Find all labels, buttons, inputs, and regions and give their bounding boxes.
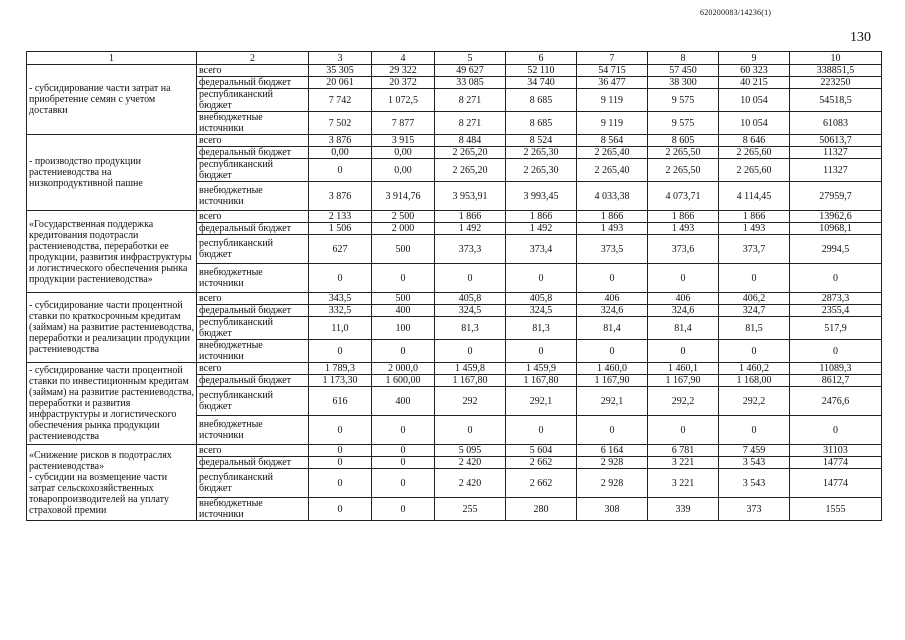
value-cell: 8 685 [506, 112, 577, 135]
value-cell: 3 221 [648, 457, 719, 469]
value-cell: 373 [719, 498, 790, 521]
value-cell: 1 493 [577, 223, 648, 235]
value-cell: 0 [719, 340, 790, 363]
value-cell: 339 [648, 498, 719, 521]
value-cell: 9 119 [577, 89, 648, 112]
value-cell: 29 322 [372, 65, 435, 77]
value-cell: 324,6 [577, 305, 648, 317]
column-header: 10 [790, 52, 882, 65]
value-cell: 0 [577, 340, 648, 363]
value-cell: 1 167,80 [435, 375, 506, 387]
value-cell: 6 164 [577, 445, 648, 457]
value-cell: 7 742 [309, 89, 372, 112]
value-cell: 2 000,0 [372, 363, 435, 375]
value-cell: 0,00 [309, 147, 372, 159]
value-cell: 292,1 [506, 387, 577, 416]
value-cell: 4 114,45 [719, 182, 790, 211]
value-cell: 0 [790, 340, 882, 363]
funding-source: федеральный бюджет [197, 77, 309, 89]
value-cell: 2 265,20 [435, 159, 506, 182]
value-cell: 2 265,30 [506, 159, 577, 182]
measure-description: - субсидирование части процентной ставки по инвестиционным кредитам (займам) на развитие растениеводства, переработки и развития инфраструктуры и логистического обеспечения рынка продукции растениеводства [27, 363, 197, 445]
value-cell: 1 506 [309, 223, 372, 235]
value-cell: 4 073,71 [648, 182, 719, 211]
measure-description: - субсидирование части затрат на приобретение семян с учетом доставки [27, 65, 197, 135]
value-cell: 0 [435, 416, 506, 445]
value-cell: 8 524 [506, 135, 577, 147]
value-cell: 2476,6 [790, 387, 882, 416]
value-cell: 324,7 [719, 305, 790, 317]
value-cell: 1 866 [435, 211, 506, 223]
value-cell: 14774 [790, 469, 882, 498]
value-cell: 1 866 [506, 211, 577, 223]
value-cell: 40 215 [719, 77, 790, 89]
value-cell: 1 168,00 [719, 375, 790, 387]
value-cell: 20 061 [309, 77, 372, 89]
column-header: 3 [309, 52, 372, 65]
value-cell: 2 265,60 [719, 147, 790, 159]
value-cell: 10 054 [719, 112, 790, 135]
value-cell: 3 914,76 [372, 182, 435, 211]
table-row [27, 363, 882, 375]
value-cell: 406 [577, 293, 648, 305]
value-cell: 308 [577, 498, 648, 521]
value-cell: 0 [309, 416, 372, 445]
value-cell: 20 372 [372, 77, 435, 89]
value-cell: 3 876 [309, 182, 372, 211]
table-row [27, 445, 882, 457]
table-row [27, 293, 882, 305]
value-cell: 0 [309, 340, 372, 363]
value-cell: 1 167,90 [648, 375, 719, 387]
value-cell: 14774 [790, 457, 882, 469]
value-cell: 0 [372, 498, 435, 521]
funding-source: федеральный бюджет [197, 375, 309, 387]
column-header: 5 [435, 52, 506, 65]
value-cell: 373,7 [719, 235, 790, 264]
value-cell: 7 502 [309, 112, 372, 135]
column-header: 7 [577, 52, 648, 65]
value-cell: 8 605 [648, 135, 719, 147]
document-code: 620200083/14236(1) [700, 8, 772, 17]
funding-source: внебюджетные источники [197, 498, 309, 521]
value-cell: 8 484 [435, 135, 506, 147]
value-cell: 11327 [790, 159, 882, 182]
value-cell: 0 [309, 445, 372, 457]
value-cell: 81,3 [435, 317, 506, 340]
value-cell: 31103 [790, 445, 882, 457]
value-cell: 1 600,00 [372, 375, 435, 387]
value-cell: 57 450 [648, 65, 719, 77]
funding-source: республиканский бюджет [197, 469, 309, 498]
value-cell: 7 877 [372, 112, 435, 135]
value-cell: 54 715 [577, 65, 648, 77]
value-cell: 52 110 [506, 65, 577, 77]
value-cell: 1 866 [577, 211, 648, 223]
value-cell: 8 646 [719, 135, 790, 147]
value-cell: 8 271 [435, 112, 506, 135]
value-cell: 34 740 [506, 77, 577, 89]
table-row [27, 65, 882, 77]
value-cell: 223250 [790, 77, 882, 89]
value-cell: 1 493 [719, 223, 790, 235]
value-cell: 38 300 [648, 77, 719, 89]
value-cell: 0 [372, 264, 435, 293]
value-cell: 343,5 [309, 293, 372, 305]
value-cell: 2355,4 [790, 305, 882, 317]
funding-source: внебюджетные источники [197, 112, 309, 135]
value-cell: 8 564 [577, 135, 648, 147]
column-header: 8 [648, 52, 719, 65]
funding-source: всего [197, 65, 309, 77]
funding-source: всего [197, 211, 309, 223]
value-cell: 1 492 [506, 223, 577, 235]
value-cell: 35 305 [309, 65, 372, 77]
value-cell: 1 459,9 [506, 363, 577, 375]
funding-source: республиканский бюджет [197, 387, 309, 416]
value-cell: 2 265,50 [648, 159, 719, 182]
value-cell: 27959,7 [790, 182, 882, 211]
value-cell: 81,5 [719, 317, 790, 340]
header-row [27, 52, 882, 65]
funding-source: внебюджетные источники [197, 182, 309, 211]
value-cell: 1 167,90 [577, 375, 648, 387]
value-cell: 0,00 [372, 147, 435, 159]
value-cell: 0 [372, 445, 435, 457]
value-cell: 81,3 [506, 317, 577, 340]
value-cell: 6 781 [648, 445, 719, 457]
value-cell: 1 460,2 [719, 363, 790, 375]
value-cell: 2 662 [506, 469, 577, 498]
funding-source: всего [197, 445, 309, 457]
column-header: 6 [506, 52, 577, 65]
funding-source: всего [197, 363, 309, 375]
value-cell: 5 095 [435, 445, 506, 457]
value-cell: 0 [577, 264, 648, 293]
column-header: 9 [719, 52, 790, 65]
value-cell: 9 575 [648, 112, 719, 135]
value-cell: 0 [309, 159, 372, 182]
value-cell: 9 119 [577, 112, 648, 135]
value-cell: 3 543 [719, 457, 790, 469]
value-cell: 0 [309, 457, 372, 469]
value-cell: 1 167,80 [506, 375, 577, 387]
value-cell: 0 [790, 264, 882, 293]
value-cell: 2994,5 [790, 235, 882, 264]
value-cell: 13962,6 [790, 211, 882, 223]
value-cell: 3 953,91 [435, 182, 506, 211]
value-cell: 3 543 [719, 469, 790, 498]
measure-description: «Снижение рисков в подотраслях растениеводства» - субсидии на возмещение части затрат сельскохозяйственных товаропроизводителей на уплату страховой премии [27, 445, 197, 521]
funding-source: республиканский бюджет [197, 159, 309, 182]
value-cell: 1555 [790, 498, 882, 521]
column-header: 4 [372, 52, 435, 65]
value-cell: 373,4 [506, 235, 577, 264]
value-cell: 2 420 [435, 469, 506, 498]
column-header: 2 [197, 52, 309, 65]
value-cell: 3 915 [372, 135, 435, 147]
value-cell: 405,8 [506, 293, 577, 305]
value-cell: 400 [372, 305, 435, 317]
value-cell: 0 [648, 340, 719, 363]
funding-source: федеральный бюджет [197, 457, 309, 469]
value-cell: 3 993,45 [506, 182, 577, 211]
value-cell: 280 [506, 498, 577, 521]
value-cell: 324,5 [506, 305, 577, 317]
value-cell: 0 [506, 264, 577, 293]
value-cell: 0 [648, 264, 719, 293]
value-cell: 292,1 [577, 387, 648, 416]
value-cell: 627 [309, 235, 372, 264]
value-cell: 406 [648, 293, 719, 305]
value-cell: 0 [435, 264, 506, 293]
value-cell: 81,4 [648, 317, 719, 340]
page-number: 130 [850, 30, 871, 45]
table-row [27, 211, 882, 223]
value-cell: 3 221 [648, 469, 719, 498]
value-cell: 2 928 [577, 457, 648, 469]
budget-table [26, 51, 882, 521]
value-cell: 2873,3 [790, 293, 882, 305]
value-cell: 0 [309, 498, 372, 521]
value-cell: 324,6 [648, 305, 719, 317]
value-cell: 1 866 [719, 211, 790, 223]
value-cell: 1 072,5 [372, 89, 435, 112]
funding-source: внебюджетные источники [197, 416, 309, 445]
value-cell: 2 000 [372, 223, 435, 235]
value-cell: 0 [372, 469, 435, 498]
value-cell: 2 265,30 [506, 147, 577, 159]
value-cell: 0 [506, 416, 577, 445]
column-header: 1 [27, 52, 197, 65]
value-cell: 8612,7 [790, 375, 882, 387]
value-cell: 9 575 [648, 89, 719, 112]
value-cell: 517,9 [790, 317, 882, 340]
value-cell: 2 265,40 [577, 147, 648, 159]
value-cell: 405,8 [435, 293, 506, 305]
value-cell: 11327 [790, 147, 882, 159]
value-cell: 1 866 [648, 211, 719, 223]
value-cell: 373,5 [577, 235, 648, 264]
value-cell: 0 [577, 416, 648, 445]
value-cell: 54518,5 [790, 89, 882, 112]
value-cell: 2 133 [309, 211, 372, 223]
value-cell: 4 033,38 [577, 182, 648, 211]
value-cell: 1 460,1 [648, 363, 719, 375]
value-cell: 81,4 [577, 317, 648, 340]
value-cell: 3 876 [309, 135, 372, 147]
funding-source: федеральный бюджет [197, 147, 309, 159]
funding-source: республиканский бюджет [197, 89, 309, 112]
value-cell: 8 271 [435, 89, 506, 112]
value-cell: 1 492 [435, 223, 506, 235]
funding-source: внебюджетные источники [197, 264, 309, 293]
value-cell: 0 [648, 416, 719, 445]
value-cell: 0 [372, 416, 435, 445]
value-cell: 373,3 [435, 235, 506, 264]
value-cell: 7 459 [719, 445, 790, 457]
value-cell: 10968,1 [790, 223, 882, 235]
value-cell: 2 420 [435, 457, 506, 469]
value-cell: 50613,7 [790, 135, 882, 147]
value-cell: 292 [435, 387, 506, 416]
value-cell: 0,00 [372, 159, 435, 182]
value-cell: 2 265,20 [435, 147, 506, 159]
value-cell: 338851,5 [790, 65, 882, 77]
value-cell: 0 [372, 340, 435, 363]
value-cell: 2 265,60 [719, 159, 790, 182]
value-cell: 292,2 [648, 387, 719, 416]
funding-source: всего [197, 135, 309, 147]
value-cell: 1 173,30 [309, 375, 372, 387]
value-cell: 2 265,40 [577, 159, 648, 182]
value-cell: 2 265,50 [648, 147, 719, 159]
value-cell: 406,2 [719, 293, 790, 305]
table-row [27, 135, 882, 147]
value-cell: 8 685 [506, 89, 577, 112]
value-cell: 0 [719, 264, 790, 293]
value-cell: 36 477 [577, 77, 648, 89]
value-cell: 324,5 [435, 305, 506, 317]
value-cell: 500 [372, 293, 435, 305]
value-cell: 0 [790, 416, 882, 445]
value-cell: 49 627 [435, 65, 506, 77]
value-cell: 0 [719, 416, 790, 445]
funding-source: всего [197, 293, 309, 305]
value-cell: 61083 [790, 112, 882, 135]
value-cell: 255 [435, 498, 506, 521]
value-cell: 5 604 [506, 445, 577, 457]
value-cell: 2 500 [372, 211, 435, 223]
value-cell: 60 323 [719, 65, 790, 77]
measure-description: - производство продукции растениеводства на низкопродуктивной пашне [27, 135, 197, 211]
funding-source: республиканский бюджет [197, 235, 309, 264]
value-cell: 2 928 [577, 469, 648, 498]
value-cell: 0 [435, 340, 506, 363]
table-body [27, 65, 882, 521]
value-cell: 292,2 [719, 387, 790, 416]
value-cell: 10 054 [719, 89, 790, 112]
value-cell: 0 [506, 340, 577, 363]
value-cell: 11,0 [309, 317, 372, 340]
value-cell: 1 460,0 [577, 363, 648, 375]
value-cell: 0 [372, 457, 435, 469]
value-cell: 616 [309, 387, 372, 416]
value-cell: 0 [309, 264, 372, 293]
funding-source: федеральный бюджет [197, 223, 309, 235]
value-cell: 0 [309, 469, 372, 498]
value-cell: 33 085 [435, 77, 506, 89]
funding-source: внебюджетные источники [197, 340, 309, 363]
value-cell: 400 [372, 387, 435, 416]
measure-description: - субсидирование части процентной ставки по краткосрочным кредитам (займам) на развитие растениеводства, переработки и реализации продукции растениеводства [27, 293, 197, 363]
value-cell: 500 [372, 235, 435, 264]
value-cell: 332,5 [309, 305, 372, 317]
value-cell: 1 459,8 [435, 363, 506, 375]
value-cell: 373,6 [648, 235, 719, 264]
value-cell: 100 [372, 317, 435, 340]
funding-source: республиканский бюджет [197, 317, 309, 340]
value-cell: 1 789,3 [309, 363, 372, 375]
value-cell: 2 662 [506, 457, 577, 469]
measure-description: «Государственная поддержка кредитования подотрасли растениеводства, переработки ее продукции, развития инфраструктуры и логистического обеспечения рынка продукции растениеводства» [27, 211, 197, 293]
funding-source: федеральный бюджет [197, 305, 309, 317]
value-cell: 1 493 [648, 223, 719, 235]
value-cell: 11089,3 [790, 363, 882, 375]
